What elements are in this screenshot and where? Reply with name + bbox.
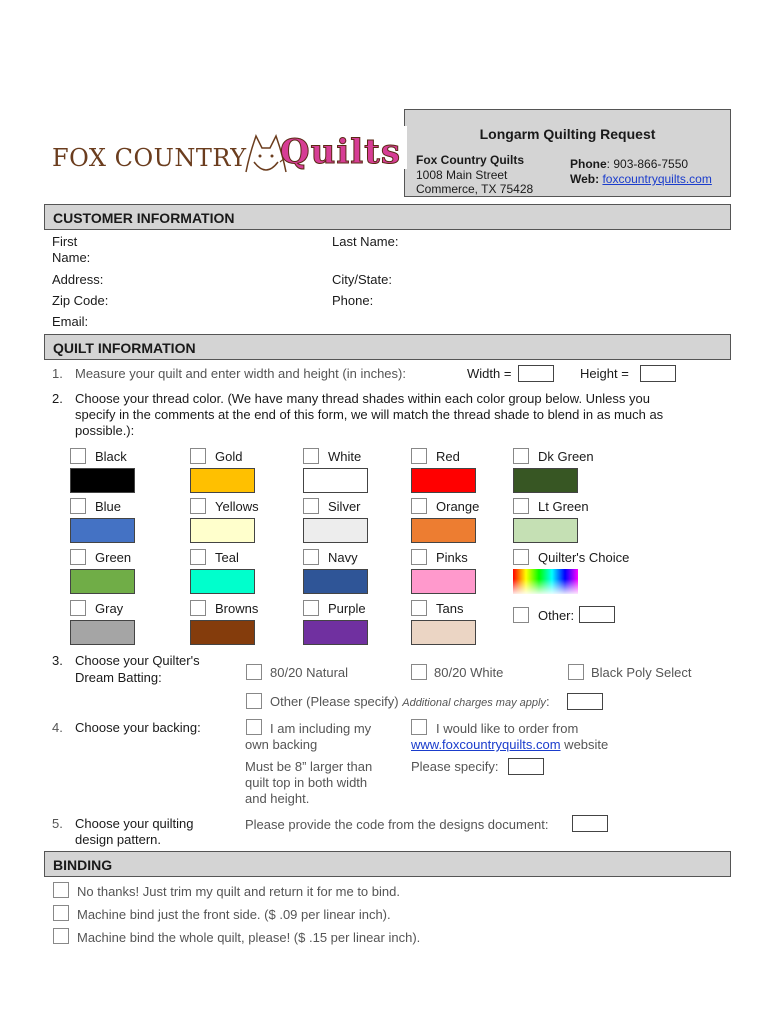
- batting-other-text: Other (Please specify): [270, 694, 399, 709]
- thread-teal-checkbox[interactable]: [190, 549, 206, 565]
- company-web: [570, 172, 712, 187]
- binding-front-checkbox[interactable]: [53, 905, 69, 921]
- thread-blue-checkbox[interactable]: [70, 498, 86, 514]
- thread-other-input[interactable]: [579, 606, 615, 623]
- request-header-box: [404, 109, 731, 197]
- q3-line2: Dream Batting:: [75, 670, 162, 685]
- thread-white-label: White: [328, 449, 362, 464]
- thread-red-label: Red: [436, 449, 460, 464]
- backing-specify-label: Please specify:: [411, 759, 499, 774]
- q5-line1: Choose your quilting: [75, 816, 194, 831]
- thread-tans-swatch: [411, 620, 476, 645]
- backing-own-line2: own backing: [245, 737, 318, 752]
- thread-blue-label: Blue: [95, 499, 122, 514]
- thread-gray-checkbox[interactable]: [70, 600, 86, 616]
- company-address-line1: 1008 Main Street: [416, 168, 508, 182]
- web-link[interactable]: foxcountryquilts.com: [602, 172, 712, 186]
- web-label: Web:: [570, 172, 600, 186]
- company-name: Fox Country Quilts: [416, 153, 524, 167]
- first-name-label-line1: First: [52, 234, 78, 249]
- email-label: Email:: [52, 314, 89, 329]
- thread-gray-swatch: [70, 620, 135, 645]
- thread-gold-swatch: [190, 468, 255, 493]
- thread-dk-green-swatch: [513, 468, 578, 493]
- thread-white-swatch: [303, 468, 368, 493]
- company-address-line2: Commerce, TX 75428: [416, 182, 534, 196]
- backing-order-website: website: [560, 737, 609, 752]
- thread-gold-label: Gold: [215, 449, 243, 464]
- thread-black-swatch: [70, 468, 135, 493]
- thread-green-swatch: [70, 569, 135, 594]
- thread-teal-label: Teal: [215, 550, 239, 565]
- backing-note-line1: Must be 8” larger than: [245, 759, 373, 774]
- thread-silver-checkbox[interactable]: [303, 498, 319, 514]
- backing-note-line2: quilt top in both width: [245, 775, 368, 790]
- q2-line1: Choose your thread color. (We have many thread shades within each color group below. Unless you: [75, 391, 650, 406]
- backing-order-line1: I would like to order from: [436, 721, 579, 736]
- phone-value: : 903-866-7550: [606, 157, 689, 171]
- thread-red-checkbox[interactable]: [411, 448, 427, 464]
- batting-other-checkbox[interactable]: [246, 693, 262, 709]
- last-name-label: Last Name:: [332, 234, 399, 249]
- header-notch: [403, 126, 407, 169]
- thread-yellows-swatch: [190, 518, 255, 543]
- thread-red-swatch: [411, 468, 476, 493]
- thread-dk-green-label: Dk Green: [538, 449, 594, 464]
- fox-country-quilts-logo: [52, 128, 404, 190]
- thread-quilter-s-choice-label: Quilter's Choice: [538, 550, 630, 565]
- q5-line2: design pattern.: [75, 832, 162, 847]
- thread-teal-swatch: [190, 569, 255, 594]
- batting-other-label: [270, 694, 550, 711]
- backing-note-line3: and height.: [245, 791, 310, 806]
- q2-line3: possible.):: [75, 423, 135, 438]
- thread-green-label: Green: [95, 550, 132, 565]
- thread-browns-swatch: [190, 620, 255, 645]
- thread-other-checkbox[interactable]: [513, 607, 529, 623]
- thread-purple-swatch: [303, 620, 368, 645]
- thread-green-checkbox[interactable]: [70, 549, 86, 565]
- batting-black-poly-checkbox[interactable]: [568, 664, 584, 680]
- thread-yellows-label: Yellows: [215, 499, 259, 514]
- design-code-input[interactable]: [572, 815, 608, 832]
- q4-number: 4.: [52, 720, 63, 735]
- batting-natural-checkbox[interactable]: [246, 664, 262, 680]
- batting-other-input[interactable]: [567, 693, 603, 710]
- thread-lt-green-label: Lt Green: [538, 499, 589, 514]
- address-label: Address:: [52, 272, 104, 287]
- backing-order-link[interactable]: www.foxcountryquilts.com: [411, 737, 561, 752]
- thread-purple-checkbox[interactable]: [303, 600, 319, 616]
- batting-natural-label: 80/20 Natural: [270, 665, 349, 680]
- company-phone: [570, 157, 688, 172]
- zip-code-label: Zip Code:: [52, 293, 109, 308]
- thread-navy-label: Navy: [328, 550, 358, 565]
- customer-information-heading: CUSTOMER INFORMATION: [44, 204, 731, 230]
- thread-pinks-checkbox[interactable]: [411, 549, 427, 565]
- q2-line2: specify in the comments at the end of this form, we will match the thread shade to blend in as much as: [75, 407, 664, 422]
- thread-silver-label: Silver: [328, 499, 361, 514]
- q5-number: 5.: [52, 816, 63, 831]
- thread-navy-checkbox[interactable]: [303, 549, 319, 565]
- thread-orange-swatch: [411, 518, 476, 543]
- quilt-information-heading: QUILT INFORMATION: [44, 334, 731, 360]
- batting-white-label: 80/20 White: [434, 665, 504, 680]
- thread-gray-label: Gray: [95, 601, 124, 616]
- binding-front-label: Machine bind just the front side. ($ .09 per linear inch).: [77, 907, 391, 922]
- binding-trim-checkbox[interactable]: [53, 882, 69, 898]
- height-label: Height =: [580, 366, 629, 381]
- first-name-label-line2: Name:: [52, 250, 91, 265]
- binding-heading: BINDING: [44, 851, 731, 877]
- backing-order-checkbox[interactable]: [411, 719, 427, 735]
- backing-own-checkbox[interactable]: [246, 719, 262, 735]
- thread-browns-checkbox[interactable]: [190, 600, 206, 616]
- thread-dk-green-checkbox[interactable]: [513, 448, 529, 464]
- thread-pinks-swatch: [411, 569, 476, 594]
- thread-black-label: Black: [95, 449, 127, 464]
- thread-orange-checkbox[interactable]: [411, 498, 427, 514]
- thread-pinks-label: Pinks: [436, 550, 468, 565]
- thread-lt-green-checkbox[interactable]: [513, 498, 529, 514]
- thread-quilter-s-choice-checkbox[interactable]: [513, 549, 529, 565]
- q3-number: 3.: [52, 653, 63, 668]
- thread-silver-swatch: [303, 518, 368, 543]
- backing-order-line2: [411, 737, 608, 753]
- backing-specify-input[interactable]: [508, 758, 544, 775]
- thread-purple-label: Purple: [328, 601, 366, 616]
- thread-white-checkbox[interactable]: [303, 448, 319, 464]
- thread-blue-swatch: [70, 518, 135, 543]
- q5-prompt: Please provide the code from the designs document:: [245, 817, 549, 832]
- q4-text: Choose your backing:: [75, 720, 201, 735]
- thread-navy-swatch: [303, 569, 368, 594]
- height-input[interactable]: [640, 365, 676, 382]
- thread-lt-green-swatch: [513, 518, 578, 543]
- thread-yellows-checkbox[interactable]: [190, 498, 206, 514]
- backing-own-line1: I am including my: [270, 721, 372, 736]
- q2-number: 2.: [52, 391, 63, 406]
- form-title: Longarm Quilting Request: [479, 126, 656, 142]
- thread-black-checkbox[interactable]: [70, 448, 86, 464]
- q3-line1: Choose your Quilter's: [75, 653, 200, 668]
- thread-gold-checkbox[interactable]: [190, 448, 206, 464]
- thread-other-label: Other:: [538, 608, 575, 623]
- batting-white-checkbox[interactable]: [411, 664, 427, 680]
- thread-tans-checkbox[interactable]: [411, 600, 427, 616]
- thread-browns-label: Browns: [215, 601, 259, 616]
- width-input[interactable]: [518, 365, 554, 382]
- city-state-label: City/State:: [332, 272, 392, 287]
- thread-tans-label: Tans: [436, 601, 464, 616]
- binding-whole-checkbox[interactable]: [53, 928, 69, 944]
- q1-number: 1.: [52, 366, 63, 381]
- q1-text: Measure your quilt and enter width and height (in inches):: [75, 366, 406, 381]
- logo-left-text: FOX COUNTRY: [52, 144, 247, 172]
- batting-black-poly-label: Black Poly Select: [591, 665, 692, 680]
- thread-quilter-s-choice-swatch: [513, 569, 578, 594]
- binding-trim-label: No thanks! Just trim my quilt and return it for me to bind.: [77, 884, 400, 899]
- batting-note: Additional charges may apply: [402, 697, 546, 709]
- thread-orange-label: Orange: [436, 499, 480, 514]
- batting-colon: :: [545, 694, 550, 709]
- phone-label: Phone:: [332, 293, 374, 308]
- binding-whole-label: Machine bind the whole quilt, please! ($ .15 per linear inch).: [77, 930, 421, 945]
- width-label: Width =: [467, 366, 512, 381]
- logo-right-text: Quilts: [280, 132, 402, 172]
- phone-label: Phone: [570, 157, 607, 171]
